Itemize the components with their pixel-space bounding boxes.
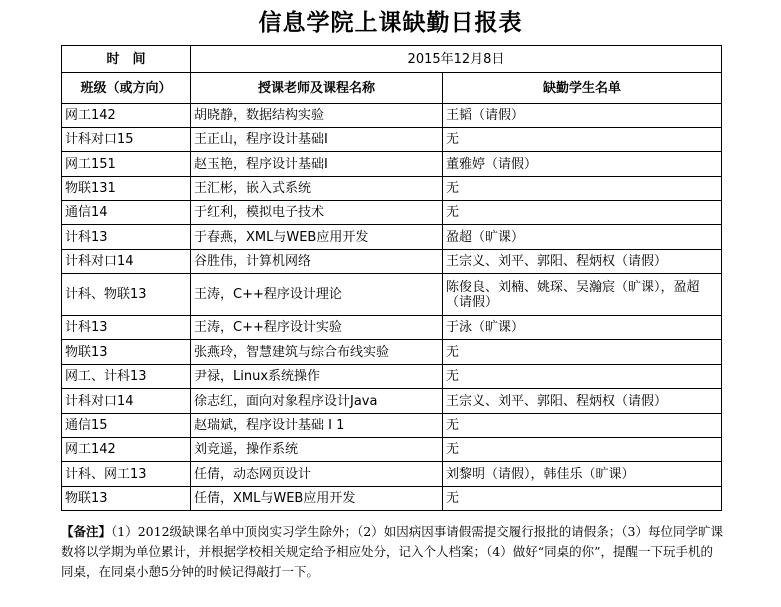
table-row (62, 316, 722, 340)
row-teacher-course-cell: 赵玉艳，程序设计基础I (191, 152, 443, 177)
row-class-cell: 物联13 (62, 340, 191, 365)
row-class-cell: 物联13 (62, 487, 191, 511)
column-header-class: 班级（或方向） (62, 73, 191, 104)
row-absent-cell: 陈俊良、刘楠、姚琛、吴瀚宸（旷课），盈超（请假） (443, 274, 722, 316)
row-absent-cell: 无 (443, 438, 722, 462)
table-row (62, 365, 722, 389)
table-row (62, 462, 722, 487)
row-class-cell: 计科、网工13 (62, 462, 191, 487)
column-header-absent: 缺勤学生名单 (443, 73, 722, 104)
row-teacher-course-cell: 王涛，C++程序设计实验 (191, 316, 443, 340)
row-absent-cell: 刘黎明（请假），韩佳乐（旷课） (443, 462, 722, 487)
row-teacher-course-cell: 王涛，C++程序设计理论 (191, 274, 443, 316)
row-absent-cell: 无 (443, 365, 722, 389)
report-date: 2015年12月8日 (191, 46, 722, 73)
date-label: 时 间 (62, 46, 191, 73)
date-row (62, 46, 722, 73)
table-row (62, 438, 722, 462)
row-teacher-course-cell: 于春燕，XML与WEB应用开发 (191, 225, 443, 250)
row-absent-cell: 无 (443, 201, 722, 225)
row-class-cell: 通信15 (62, 414, 191, 438)
row-absent-cell: 无 (443, 340, 722, 365)
row-teacher-course-cell: 徐志红，面向对象程序设计Java (191, 389, 443, 414)
row-teacher-course-cell: 张燕玲，智慧建筑与综合布线实验 (191, 340, 443, 365)
row-teacher-course-cell: 谷胜伟，计算机网络 (191, 250, 443, 274)
table-row (62, 177, 722, 201)
report-title: 信息学院上课缺勤日报表 (258, 9, 523, 36)
row-absent-cell: 王宗义、刘平、郭阳、程炳权（请假） (443, 250, 722, 274)
table-row (62, 487, 722, 511)
row-absent-cell: 盈超（旷课） (443, 225, 722, 250)
row-teacher-course-cell: 尹禄，Linux系统操作 (191, 365, 443, 389)
row-class-cell: 网工142 (62, 438, 191, 462)
row-absent-cell: 王宗义、刘平、郭阳、程炳权（请假） (443, 389, 722, 414)
table-row (62, 152, 722, 177)
row-teacher-course-cell: 任倩，XML与WEB应用开发 (191, 487, 443, 511)
row-class-cell: 计科对口14 (62, 250, 191, 274)
row-class-cell: 通信14 (62, 201, 191, 225)
attendance-table (61, 45, 722, 511)
row-teacher-course-cell: 任倩，动态网页设计 (191, 462, 443, 487)
row-teacher-course-cell: 王汇彬，嵌入式系统 (191, 177, 443, 201)
row-absent-cell: 无 (443, 487, 722, 511)
row-teacher-course-cell: 刘竞遥，操作系统 (191, 438, 443, 462)
remarks-label: 【备注】 (61, 524, 112, 539)
row-absent-cell: 王韬（请假） (443, 104, 722, 128)
table-row (62, 340, 722, 365)
row-class-cell: 物联131 (62, 177, 191, 201)
table-row (62, 201, 722, 225)
table-row (62, 104, 722, 128)
row-class-cell: 计科13 (62, 225, 191, 250)
header-row (62, 73, 722, 104)
row-teacher-course-cell: 赵瑞斌，程序设计基础 I 1 (191, 414, 443, 438)
table-row (62, 389, 722, 414)
remarks-text: （1）2012级缺课名单中顶岗实习学生除外；（2）如因病因事请假需提交履行报批的请假条；（3）每位同学旷课数将以学期为单位累计，并根据学校相关规定给予相应处分，记入个人档案；（4）做好“同桌的你”，提醒一下玩手机的同桌，在同桌小憩5分钟的时候记得敲打一下。 (61, 524, 723, 579)
column-header-teacher-course: 授课老师及课程名称 (191, 73, 443, 104)
row-class-cell: 计科对口15 (62, 128, 191, 152)
table-row (62, 414, 722, 438)
table-row (62, 250, 722, 274)
row-absent-cell: 于泳（旷课） (443, 316, 722, 340)
row-teacher-course-cell: 胡晓静，数据结构实验 (191, 104, 443, 128)
row-class-cell: 计科、物联13 (62, 274, 191, 316)
remarks-note (61, 522, 723, 582)
row-absent-cell: 无 (443, 414, 722, 438)
row-class-cell: 计科13 (62, 316, 191, 340)
row-class-cell: 网工151 (62, 152, 191, 177)
row-absent-cell: 无 (443, 177, 722, 201)
table-row (62, 225, 722, 250)
row-teacher-course-cell: 于红利，模拟电子技术 (191, 201, 443, 225)
row-absent-cell: 无 (443, 128, 722, 152)
table-row (62, 274, 722, 316)
row-class-cell: 计科对口14 (62, 389, 191, 414)
table-row (62, 128, 722, 152)
row-teacher-course-cell: 王正山，程序设计基础I (191, 128, 443, 152)
row-absent-cell: 董雅婷（请假） (443, 152, 722, 177)
row-class-cell: 网工、计科13 (62, 365, 191, 389)
row-class-cell: 网工142 (62, 104, 191, 128)
